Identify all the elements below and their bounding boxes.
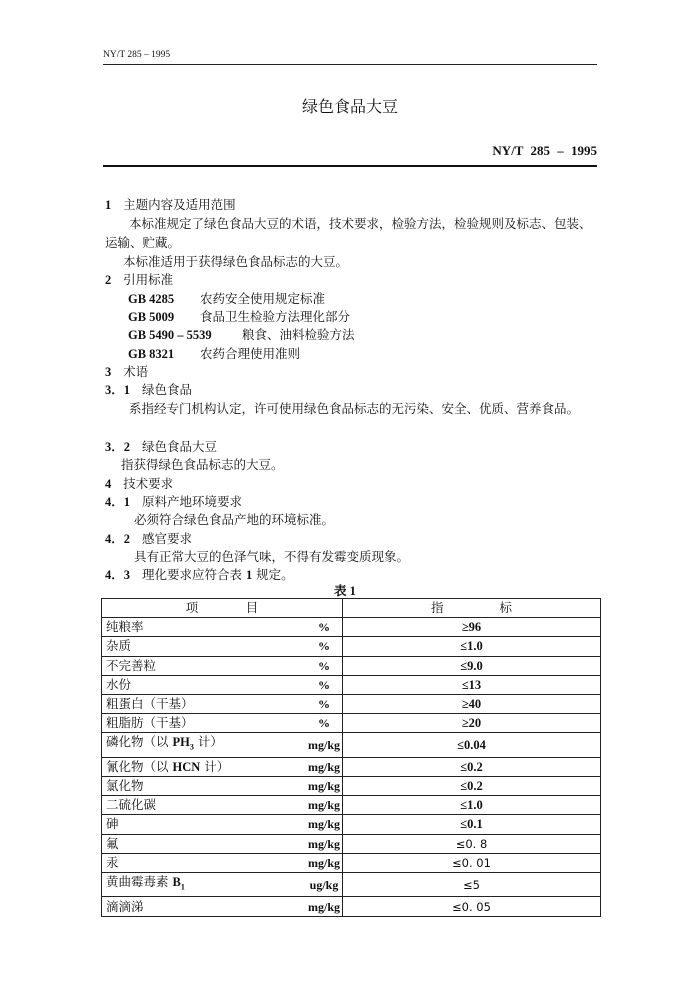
section-3-heading: 3 术语: [105, 364, 149, 379]
item-value: ≥20: [343, 714, 601, 733]
table-row: [102, 637, 601, 656]
item-value: ≤9.0: [343, 656, 601, 675]
item-name: 砷: [102, 815, 307, 834]
item-unit: mg/kg: [306, 897, 343, 916]
section-1-paragraph-1: 本标准规定了绿色食品大豆的术语，技术要求，检验方法，检验规则及标志、包装、运输、贮藏。: [105, 216, 592, 250]
section-3-1-heading: 3．1 绿色食品: [105, 382, 192, 397]
table-row: [102, 796, 601, 815]
section-4-2-heading: 4．2 感官要求: [105, 531, 192, 546]
item-unit: ug/kg: [306, 872, 343, 897]
section-4-2-paragraph: 具有正常大豆的色泽气味，不得有发霉变质现象。: [134, 549, 410, 564]
reference-item: GB 4285 农药安全使用规定标准: [128, 291, 326, 306]
table-row: [102, 872, 601, 897]
item-name: 粗脂肪（干基）: [102, 714, 307, 733]
table-row: [102, 757, 601, 776]
item-unit: mg/kg: [306, 733, 343, 758]
reference-item: GB 5009 食品卫生检验方法理化部分: [128, 309, 351, 324]
table-row: [102, 694, 601, 713]
item-unit: mg/kg: [306, 815, 343, 834]
table-row: [102, 815, 601, 834]
item-name: 滴滴涕: [102, 897, 307, 916]
section-2-heading: 2 引用标准: [105, 272, 174, 287]
table-row: [102, 853, 601, 872]
table-caption: 表 1: [334, 584, 356, 598]
item-value: ≤0.1: [343, 815, 601, 834]
item-value: ≤0. 05: [343, 897, 601, 916]
table-row: [102, 897, 601, 916]
item-name: 氰化物（以 HCN 计）: [102, 757, 307, 776]
table-row: [102, 834, 601, 853]
item-name: 汞: [102, 853, 307, 872]
reference-item: GB 8321 农药合理使用准则: [128, 346, 301, 361]
table-row: [102, 777, 601, 796]
header-item: 项 目: [102, 599, 343, 618]
item-unit: %: [306, 675, 343, 694]
item-value: ≥96: [343, 618, 601, 637]
section-3-2-paragraph: 指获得绿色食品标志的大豆。: [121, 457, 284, 472]
item-value: ≤0.2: [343, 757, 601, 776]
table-row: [102, 675, 601, 694]
table-row: [102, 714, 601, 733]
table-row: [102, 656, 601, 675]
item-value: ≤1.0: [343, 637, 601, 656]
title-rule: [103, 165, 597, 167]
item-unit: mg/kg: [306, 853, 343, 872]
section-4-1-paragraph: 必须符合绿色食品产地的环境标准。: [134, 512, 335, 527]
item-unit: mg/kg: [306, 834, 343, 853]
item-value: ≤0.2: [343, 777, 601, 796]
item-name: 水份: [102, 675, 307, 694]
item-name: 磷化物（以 $PH_3$ 计）: [102, 733, 307, 758]
item-name: 二硫化碳: [102, 796, 307, 815]
item-unit: mg/kg: [306, 757, 343, 776]
item-name: 氯化物: [102, 777, 307, 796]
section-4-3-heading: 4．3 理化要求应符合表 1 规定。: [105, 567, 294, 582]
table-row: [102, 733, 601, 758]
reference-item: GB 5490 – 5539 粮食、油料检验方法: [128, 327, 355, 342]
running-header: NY/T 285 – 1995: [103, 50, 171, 60]
item-unit: mg/kg: [306, 777, 343, 796]
item-unit: %: [306, 637, 343, 656]
header-rule: [103, 64, 597, 65]
item-name: 杂质: [102, 637, 307, 656]
section-3-1-paragraph: 系指经专门机构认定，许可使用绿色食品标志的无污染、安全、优质、营养食品。: [129, 401, 580, 416]
table-header-row: [102, 599, 601, 618]
item-name: 纯粮率: [102, 618, 307, 637]
item-name: 粗蛋白（干基）: [102, 694, 307, 713]
requirements-table: [101, 598, 601, 917]
section-1-paragraph-2: 本标准适用于获得绿色食品标志的大豆。: [123, 254, 349, 269]
section-4-1-heading: 4．1 原料产地环境要求: [105, 494, 242, 509]
document-title: 绿色食品大豆: [301, 97, 398, 116]
item-unit: %: [306, 656, 343, 675]
item-value: ≤1.0: [343, 796, 601, 815]
standard-number: NY/T 285 – 1995: [492, 143, 597, 158]
item-unit: mg/kg: [306, 796, 343, 815]
header-value: 指 标: [343, 599, 601, 618]
item-value: ≤0. 01: [343, 853, 601, 872]
section-4-heading: 4 技术要求: [105, 476, 174, 491]
item-unit: %: [306, 618, 343, 637]
item-value: ≤0. 8: [343, 834, 601, 853]
item-value: ≤13: [343, 675, 601, 694]
item-name: 氟: [102, 834, 307, 853]
item-name: 黄曲霉毒素 $B_1$: [102, 872, 307, 897]
section-3-2-heading: 3．2 绿色食品大豆: [105, 439, 217, 454]
item-value: ≤0.04: [343, 733, 601, 758]
table-row: [102, 618, 601, 637]
item-value: ≤5: [343, 872, 601, 897]
item-value: ≥40: [343, 694, 601, 713]
item-unit: %: [306, 694, 343, 713]
item-unit: %: [306, 714, 343, 733]
item-name: 不完善粒: [102, 656, 307, 675]
section-1-heading: 1 主题内容及适用范围: [105, 197, 236, 212]
